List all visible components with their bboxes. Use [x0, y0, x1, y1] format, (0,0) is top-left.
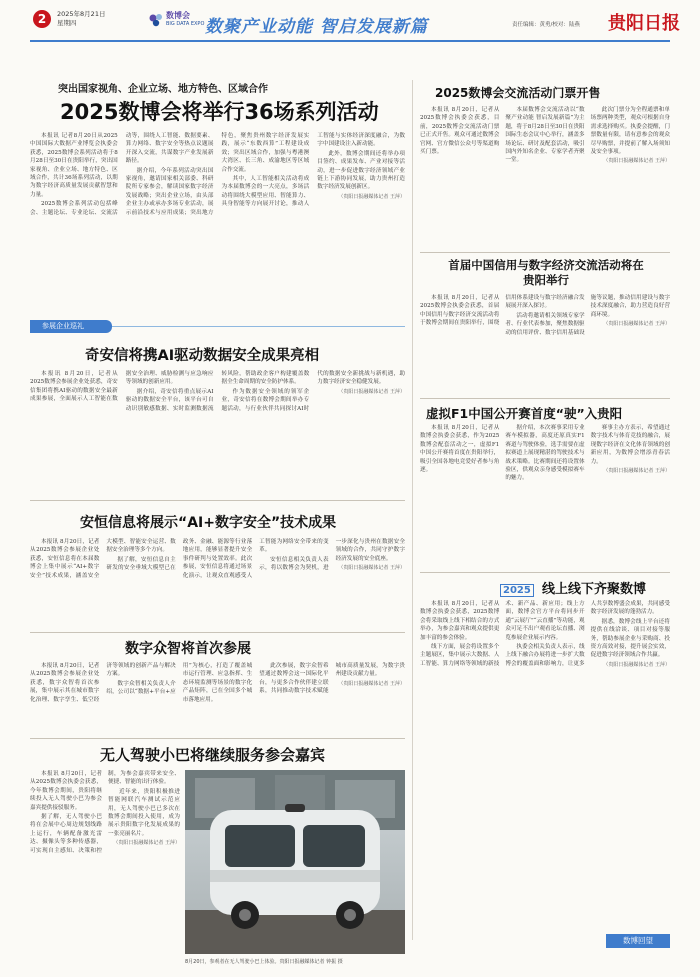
section-rule — [112, 326, 405, 327]
weekday-text: 星期四 — [57, 19, 77, 27]
first-conf-headline: 首届中国信用与数字经济交流活动将在贵阳举行 — [448, 258, 644, 287]
bus-para: 据了解，无人驾驶小巴将在会展中心周边规划线路上运行，车辆配备激光雷达、摄像头等多种传感器，可实现自主感知、决策和控制，为参会嘉宾带来安全、便捷、智能的出行体验。 — [30, 771, 180, 854]
story-separator — [30, 738, 405, 739]
story-separator — [420, 398, 670, 399]
szs-story — [30, 636, 405, 734]
online-para: 线下方面，展会将设置多个主题展区，集中展示大数据、人工智能、算力网络等领域的新技术、新产品、新应用；线上方面，数博会官方平台将同步开通“云展厅”“云直播”等功能，观众可足不出户观看论坛直播、浏览参展企业展示内容。 — [420, 601, 585, 667]
szs-credit: （贵阳日报融媒体记者 王萍） — [338, 680, 405, 687]
main-para: 此外，数博会期间还将举办项目签约、成果发布、产业对接等活动，进一步促进数字经济领域产业链上下游协同发展，助力贵州打造数字经济发展创新区。 — [317, 150, 405, 191]
story-separator — [30, 632, 405, 633]
expo-logo-text: 数博会 — [166, 11, 190, 20]
f1-credit: （贵阳日报融媒体记者 王萍） — [603, 468, 670, 475]
online-para: 执委会相关负责人表示，线上线下融合办展将进一步扩大数博会的覆盖面和影响力，让更多人共享数博盛会成果，共同感受数字经济发展的蓬勃活力。 — [505, 601, 670, 667]
online-para: 本报讯 8月20日，记者从数博会执委会获悉，2025数博会将采取线上线下相结合的方式举办，为参会嘉宾和观众提供更加丰富的参会体验。 — [420, 601, 500, 641]
first-conf-para: 活动将邀请相关领域专家学者、行业代表参加，聚焦数据驱动的信用评价、数字信用基础设施等议题，推动信用建设与数字技术深度融合，助力营造良好营商环境。 — [505, 295, 670, 336]
ahx-headline: 安恒信息将展示“AI+数字安全”技术成果 — [80, 515, 337, 531]
f1-para: 据介绍，本次赛事采用专业赛车模拟器，高度还原真实F1赛道与驾驶体验，选手需要在虚拟赛道上展现精湛的驾驶技术与战术策略。比赛期间还将设置体验区，供观众亲身感受模拟赛车的魅力。 — [505, 425, 585, 482]
bus-body — [30, 770, 180, 956]
exchange-headline: 2025数博会交流活动门票开售 — [435, 86, 601, 100]
first-conf-credit: （贵阳日报融媒体记者 王萍） — [603, 321, 670, 328]
ahx-para: 据了解，安恒信息自主研发的安全垂域大模型已在政务、金融、能源等行业落地应用，能够显著提升安全事件研判与处置效率。此次参展，安恒信息将通过场景化演示，让观众直观感受人工智能为网络安全带来的变革。 — [106, 539, 329, 579]
ahx-para: 安恒信息相关负责人表示，将以数博会为契机，进一步深化与贵州在数据安全领域的合作，共同守护数字经济发展的安全底座。 — [259, 539, 405, 572]
online-headline-year: 2025 — [500, 584, 534, 597]
online-body — [420, 600, 670, 930]
f1-headline: 虚拟F1中国公开赛首度“驶”入贵阳 — [426, 406, 623, 421]
f1-para: 本报讯 8月20日，记者从数博会执委会获悉，作为2025数博会配套活动之一，虚拟F1中国公开赛将首度在贵阳举行，吸引全国各地电竞爱好者参与角逐。 — [420, 425, 500, 474]
online-credit: （贵阳日报融媒体记者 王萍） — [603, 661, 670, 668]
qax-para: 本报讯 8月20日，记者从2025数博会参展企业处获悉，奇安信集团将携AI驱动的数据安全最新成果参展，全面展示人工智能在数据安全治理、威胁检测与应急响应等领域的创新应用。 — [30, 371, 214, 403]
online-headline — [500, 578, 646, 597]
first-conf-para: 本报讯 8月20日，记者从2025数博会执委会获悉，首届中国信用与数字经济交流活动将于数博会期间在贵阳举行，围绕信用体系建设与数字经济融合发展展开深入探讨。 — [420, 295, 585, 327]
editor-credits: 责任编辑：黄勇/校对：陆燕 — [512, 22, 580, 28]
masthead — [0, 0, 700, 46]
footer-tag — [606, 934, 670, 948]
date-text: 2025年8月21日 — [57, 10, 106, 18]
bus-headline: 无人驾驶小巴将继续服务参会嘉宾 — [100, 746, 326, 764]
footer-tag-label: 数博回望 — [623, 936, 653, 945]
issue-date — [57, 10, 105, 28]
header-rule — [30, 40, 670, 42]
exchange-para: 本届数博会交流活动以“数聚产业动能 智启发展新篇”为主题，将于8月28日至30日在贵阳国际生态会议中心举行，涵盖多场论坛、研讨及配套活动，吸引国内外知名企业、专家学者齐聚一堂。 — [505, 107, 585, 164]
szs-para: 此次参展，数字众智希望通过数博会这一国际化平台，与更多合作伙伴建立联系，共同推动数字技术赋能城市高质量发展，为数字贵州建设贡献力量。 — [259, 663, 405, 695]
qax-credit: （贵阳日报融媒体记者 王萍） — [338, 388, 405, 395]
f1-story — [420, 402, 670, 570]
szs-para: 数字众智相关负责人介绍，公司以“数据+平台+应用”为核心，打造了覆盖城市运行管理、应急指挥、生态环境监测等场景的数字化产品矩阵，已在全国多个城市落地应用。 — [106, 663, 253, 703]
exchange-para: 此次门票分为全程通票和单场票两种类型，观众可根据自身需求选择购买。执委会提醒，门票数量有限，请有意参会的观众尽早购票，并提前了解入场须知及安全事项。 — [590, 107, 670, 156]
f1-body — [420, 424, 670, 570]
ahx-para: 本报讯 8月20日，记者从2025数博会参展企业处获悉，安恒信息将在本届数博会上集中展示“AI+数字安全”技术成果，涵盖安全大模型、智能安全运营、数据安全治理等多个方向。 — [30, 539, 176, 579]
ahx-body — [30, 538, 405, 626]
story-separator — [30, 500, 405, 501]
main-para: 2025数博会系列活动包括峰会、主题论坛、专业论坛、交流活动等，围绕人工智能、数据要素、算力网络、数字安全等热点议题展开深入交流，共谋数字产业发展新路径。 — [30, 133, 214, 216]
page-number-badge: 2 — [33, 10, 51, 28]
f1-para: 赛事主办方表示，希望通过数字技术与体育竞技的融合，展现数字经济在文化体育领域的创新应用，为数博会增添青春活力。 — [590, 425, 670, 465]
ahx-story — [30, 508, 405, 626]
expo-logo-subtext: BIG DATA EXPO — [166, 21, 205, 27]
banner-slogan: 数聚产业动能 智启发展新篇 — [205, 17, 428, 37]
story-separator — [420, 252, 670, 253]
expo-logo — [148, 8, 205, 38]
bus-para: 本报讯 8月20日，记者从2025数博会执委会获悉，今年数博会期间，贵阳将继续投入无人驾驶小巴为参会嘉宾提供接驳服务。 — [30, 771, 102, 811]
bus-credit: （贵阳日报融媒体记者 王萍） — [113, 840, 180, 847]
exchange-para: 本报讯 8月20日，记者从2025数博会执委会获悉，目前，2025数博会交流活动门票已正式开售。观众可通过数博会官网、官方微信公众号等渠道购买门票。 — [420, 107, 500, 156]
main-story-body — [30, 132, 405, 302]
qax-story — [30, 340, 405, 490]
qax-para: 作为数据安全领域的领军企业，奇安信将在数博会期间举办专题活动，与行业伙伴共同探讨AI时代的数据安全新挑战与新机遇，助力数字经济安全稳健发展。 — [221, 371, 405, 412]
main-story — [30, 80, 405, 306]
online-headline-text: 线上线下齐聚数博 — [541, 582, 646, 597]
bus-photo — [185, 770, 405, 954]
first-conf-body — [420, 294, 670, 376]
main-credit: （贵阳日报融媒体记者 王萍） — [338, 193, 405, 200]
online-para: 据悉，数博会线上平台还将提供在线洽谈、项目对接等服务，帮助参展企业与采购商、投资方高效对接，提升展会实效，促进数字经济领域合作共赢。 — [590, 618, 670, 659]
column-divider — [412, 80, 413, 940]
szs-body — [30, 662, 405, 734]
paper-name-logo: 贵阳日报 — [608, 13, 680, 34]
expo-logo-mark-icon — [148, 12, 164, 28]
szs-headline: 数字众智将首次参展 — [125, 641, 251, 657]
main-para: 其中，人工智能相关活动将成为本届数博会的一大亮点，多场活动将围绕大模型应用、智能算力、具身智能等方向展开讨论，推动人工智能与实体经济深度融合，为数字中国建设注入新动能。 — [221, 133, 405, 208]
main-kicker: 突出国家视角、企业立场、地方特色、区域合作 — [58, 84, 268, 95]
qax-headline: 奇安信将携AI驱动数据安全成果亮相 — [85, 348, 320, 364]
qax-body — [30, 370, 405, 478]
ahx-credit: （贵阳日报融媒体记者 王萍） — [338, 565, 405, 572]
main-para: 据介绍，今年系列活动突出国家视角，邀请国家相关部委、科研院所专家参会，解读国家数字经济发展战略；突出企业立场，由头部企业主办或承办多场专业活动，展示前沿技术与应用成果；突出地方特色，聚焦贵州数字经济发展实践，展示“东数西算”工程建设成效；突出区域合作，加强与粤港澳大湾区、长三角、成渝地区等区域合作交流。 — [125, 133, 310, 216]
first-conf-story — [420, 258, 670, 376]
main-headline: 2025数博会将举行36场系列活动 — [60, 100, 379, 124]
bus-photo-caption: 8月20日，参观者在无人驾驶小巴上体验。贵阳日报融媒体记者 钟振 摄 — [185, 959, 343, 965]
section-tag — [30, 320, 112, 333]
exchange-credit: （贵阳日报融媒体记者 王萍） — [603, 158, 670, 165]
online-story — [420, 576, 670, 936]
szs-para: 本报讯 8月20日，记者从2025数博会参展企业处获悉，数字众智将首次参展，集中展示其在城市数字化治理、数字孪生、低空经济等领域的创新产品与解决方案。 — [30, 663, 176, 703]
qax-para: 据介绍，奇安信将重点展示AI驱动的数据安全平台，该平台可自动识别敏感数据、实时监测数据流转风险，帮助政企客户构建覆盖数据全生命周期的安全防护体系。 — [125, 371, 310, 412]
section-tag-label: 参展企业巡礼 — [42, 322, 84, 330]
autonomous-bus-illustration — [185, 770, 405, 954]
exchange-story — [420, 80, 670, 250]
exchange-body — [420, 106, 670, 250]
main-para: 本报讯 记者8月20日从2025中国国际大数据产业博览会执委会获悉，2025数博会系列活动将于8月28日至30日在贵阳举行，突出国家视角、企业立场、地方特色、区域合作，共计36场系列活动，以期为数字经济高质量发展贡献智慧和力量。 — [30, 133, 118, 198]
story-separator — [420, 572, 670, 573]
bus-para: 近年来，贵阳积极推进智能网联汽车测试示范应用，无人驾驶小巴已多次在数博会期间投入使用，成为展示贵阳数字化发展成果的一张亮丽名片。 — [108, 788, 180, 837]
bus-story — [30, 742, 405, 972]
